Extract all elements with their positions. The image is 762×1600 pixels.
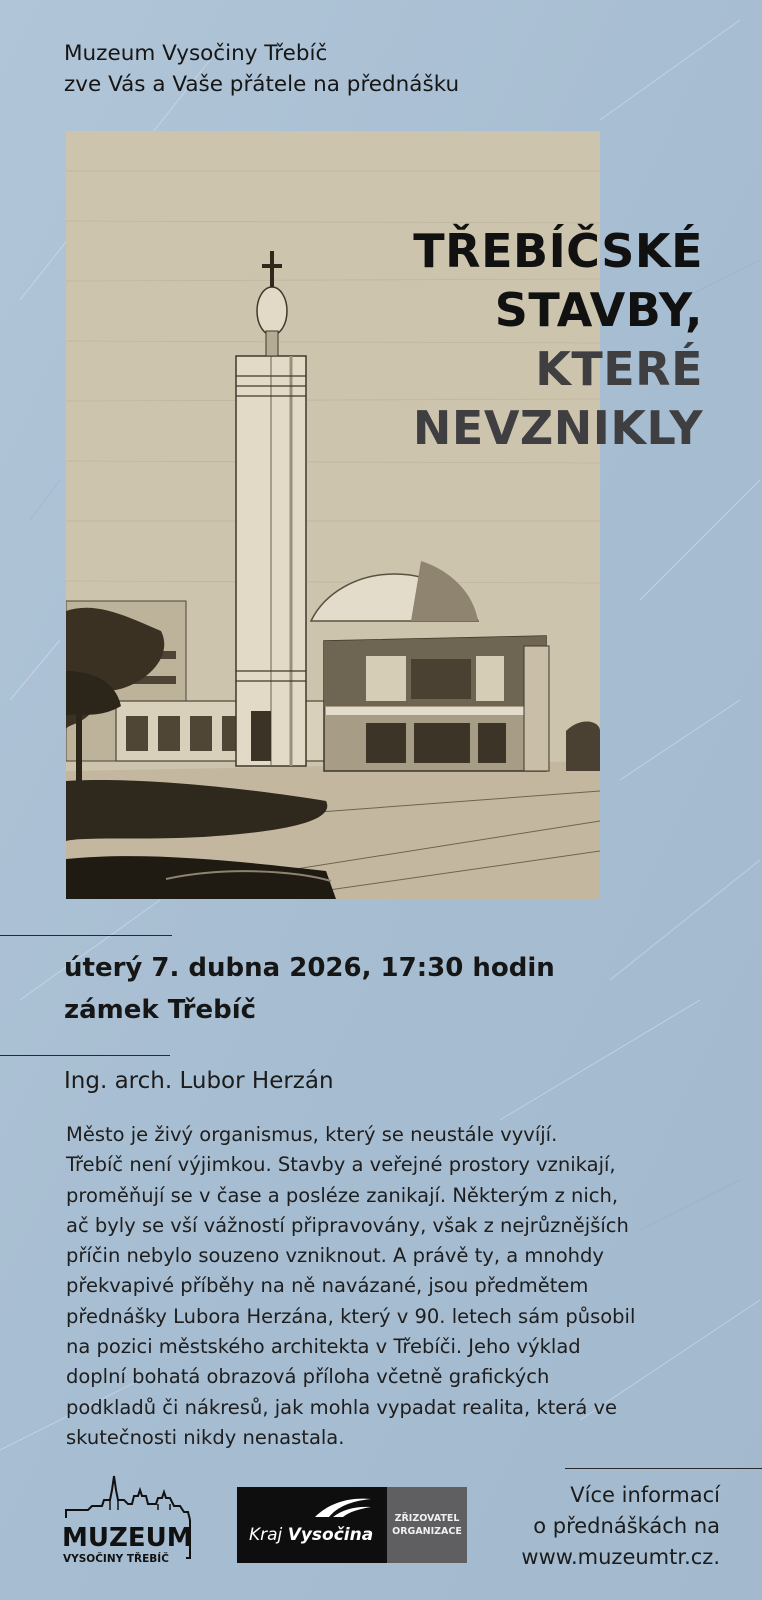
description-line: doplní bohatá obrazová příloha včetně grafických [66, 1365, 550, 1389]
swoosh-icon [237, 1487, 387, 1527]
divider-bottom [565, 1468, 762, 1469]
divider-top [0, 935, 172, 936]
title-line-2: STAVBY, [494, 283, 703, 337]
kraj-wordmark [249, 1525, 373, 1545]
more-info [521, 1480, 720, 1573]
zrizovatel-block [387, 1487, 467, 1563]
info-line-1: Více informací [570, 1483, 720, 1507]
kraj-prefix: Kraj [249, 1525, 283, 1545]
invitation-line: zve Vás a Vaše přátele na přednášku [64, 72, 460, 97]
museum-name: Muzeum Vysočiny Třebíč [64, 41, 328, 66]
kraj-logo-block [237, 1487, 387, 1563]
muzeum-logo [58, 1470, 208, 1568]
zrizovatel-line-1: ZŘIZOVATEL [394, 1513, 460, 1524]
title-line-4: NEVZNIKLY [412, 401, 703, 455]
title-line-1: TŘEBÍČSKÉ [413, 224, 703, 278]
info-line-2: o přednáškách na [533, 1514, 720, 1538]
speaker-name: Ing. arch. Lubor Herzán [64, 1068, 334, 1094]
description-line: překvapivé příběhy na ně navázané, jsou předmětem [66, 1274, 589, 1298]
description-line: podkladů či nákresů, jak mohla vypadat realita, která ve [66, 1395, 618, 1419]
event-place: zámek Třebíč [64, 995, 257, 1025]
description-line: ač byly se vší vážností připravovány, však z nejrůznějších [66, 1213, 629, 1237]
zrizovatel-line-2: ORGANIZACE [392, 1526, 462, 1537]
kraj-vysocina-logo [237, 1487, 467, 1563]
divider-middle [0, 1055, 170, 1056]
event-date: úterý 7. dubna 2026, 17:30 hodin [64, 953, 555, 983]
description-line: příčin nebylo souzeno vzniknout. A právě ty, a mnohdy [66, 1244, 604, 1268]
description-line: proměňují se v čase a posléze zanikají. Některým z nich, [66, 1183, 619, 1207]
description-line: Třebíč není výjimkou. Stavby a veřejné prostory vznikají, [66, 1153, 616, 1177]
kraj-name: Vysočina [287, 1525, 374, 1545]
event-details [64, 947, 555, 1031]
invitation-header [64, 38, 459, 100]
description-line: přednášky Lubora Herzána, který v 90. letech sám působil [66, 1304, 636, 1328]
description-line: na pozici městského architekta v Třebíči. Jeho výklad [66, 1335, 581, 1359]
lecture-description [66, 1120, 736, 1453]
website-link[interactable]: www.muzeumtr.cz. [521, 1545, 720, 1569]
title-line-3: KTERÉ [535, 342, 703, 396]
muzeum-wordmark: MUZEUM [62, 1523, 193, 1553]
castle-skyline-icon [58, 1470, 208, 1568]
description-line: skutečnosti nikdy nenastala. [66, 1425, 345, 1449]
muzeum-subtitle: VYSOČINY TŘEBÍČ [63, 1553, 169, 1565]
description-line: Město je živý organismus, který se neustále vyvíjí. [66, 1123, 558, 1146]
lecture-title [413, 222, 703, 458]
